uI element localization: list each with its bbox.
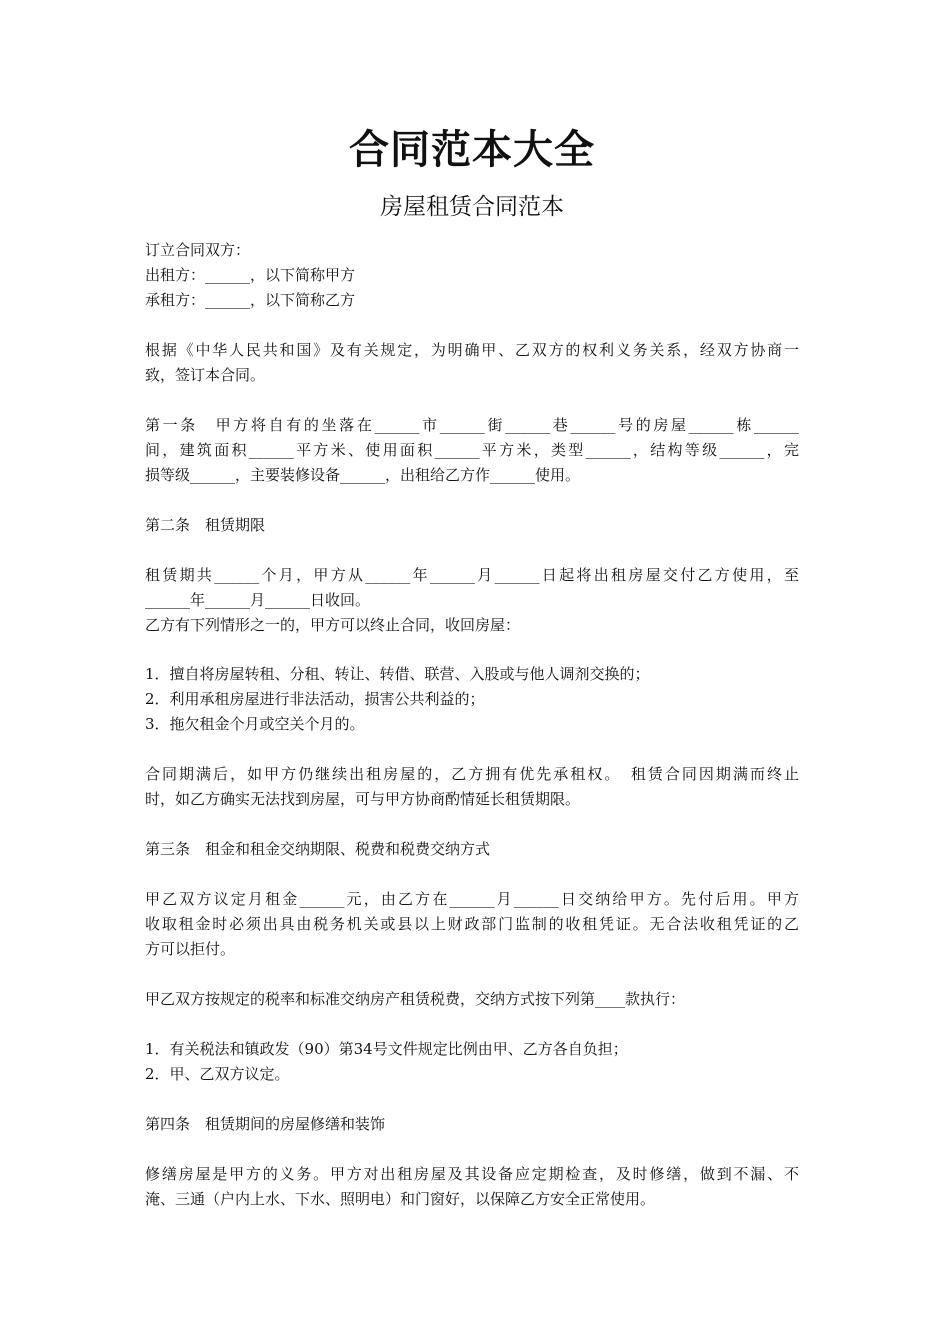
preamble-line-1: 根据《中华人民共和国》及有关规定，为明确甲、乙双方的权利义务关系，经双方协商一	[145, 341, 799, 359]
article-2-line-2: ______年______月______日收回。	[145, 591, 371, 609]
intro-line-parties: 订立合同双方：	[145, 241, 251, 259]
article-1-line-2: 间，建筑面积______平方米、使用面积______平方米，类型______，结构等级______，完	[145, 441, 799, 459]
repair-line-1: 修缮房屋是甲方的义务。甲方对出租房屋及其设备应定期检查，及时修缮，做到不漏、不	[145, 1165, 799, 1183]
repair-line-2: 淹、三通（户内上水、下水、照明电）和门窗好，以保障乙方安全正常使用。	[145, 1190, 656, 1208]
article-1-line-3: 损等级______，主要装修设备______，出租给乙方作______使用。	[145, 466, 581, 484]
article-2-line-3: 乙方有下列情形之一的，甲方可以终止合同，收回房屋：	[145, 616, 521, 634]
preamble-line-2: 致，签订本合同。	[145, 366, 266, 384]
tax-item-2: 2．甲、乙双方议定。	[145, 1065, 290, 1083]
tax-item-1: 1．有关税法和镇政发（90）第34号文件规定比例由甲、乙方各自负担；	[145, 1040, 628, 1058]
renewal-line-1: 合同期满后，如甲方仍继续出租房屋的，乙方拥有优先承租权。 租赁合同因期满而终止	[145, 765, 799, 783]
document-page	[145, 0, 799, 1344]
article-2-heading: 第二条 租赁期限	[145, 516, 266, 534]
rent-line-1: 甲乙双方议定月租金______元，由乙方在______月______日交纳给甲方。先付后用。甲方	[145, 890, 799, 908]
document-subtitle: 房屋租赁合同范本	[380, 194, 564, 220]
article-4-heading: 第四条 租赁期间的房屋修缮和装饰	[145, 1115, 386, 1133]
termination-item-3: 3．拖欠租金个月或空关个月的。	[145, 715, 365, 733]
rent-line-3: 方可以拒付。	[145, 940, 236, 958]
document-title: 合同范本大全	[349, 126, 595, 173]
intro-line-lessee: 承租方：______，以下简称乙方	[145, 291, 356, 309]
tax-line: 甲乙双方按规定的税率和标准交纳房产租赁税费，交纳方式按下列第____款执行：	[145, 990, 686, 1008]
article-1-line-1: 第一条 甲方将自有的坐落在______市______街______巷______号的房屋______栋______	[145, 416, 799, 434]
termination-item-1: 1．擅自将房屋转租、分租、转让、转借、联营、入股或与他人调剂交换的；	[145, 665, 650, 683]
rent-line-2: 收取租金时必须出具由税务机关或县以上财政部门监制的收租凭证。无合法收租凭证的乙	[145, 915, 799, 933]
termination-item-2: 2．利用承租房屋进行非法活动，损害公共利益的；	[145, 690, 485, 708]
article-2-line-1: 租赁期共______个月，甲方从______年______月______日起将出租房屋交付乙方使用，至	[145, 566, 799, 584]
article-3-heading: 第三条 租金和租金交纳期限、税费和税费交纳方式	[145, 840, 491, 858]
renewal-line-2: 时，如乙方确实无法找到房屋，可与甲方协商酌情延长租赁期限。	[145, 790, 581, 808]
intro-line-lessor: 出租方：______，以下简称甲方	[145, 266, 356, 284]
